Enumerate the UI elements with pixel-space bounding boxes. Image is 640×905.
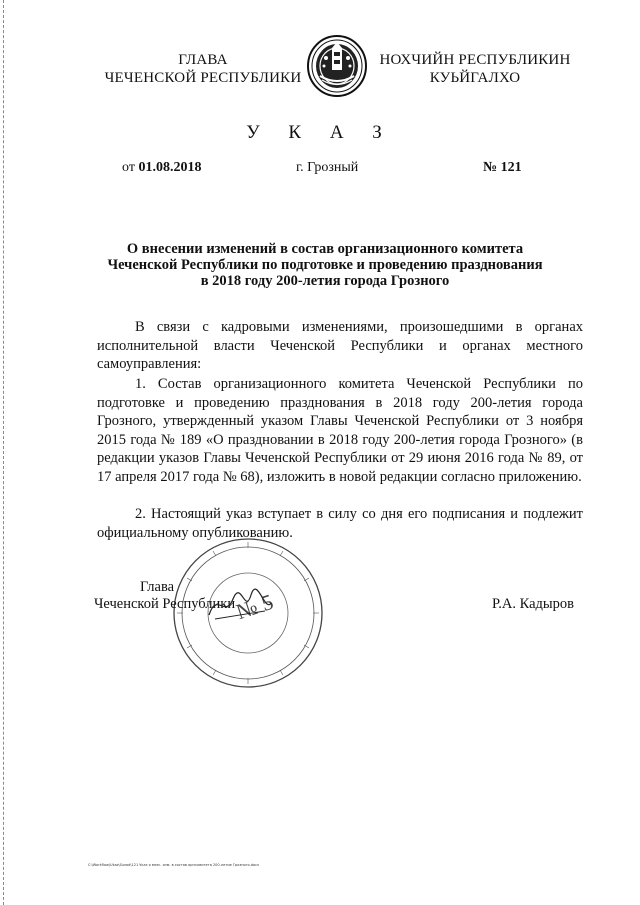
- header-right-block: [370, 51, 580, 87]
- signatory-name: Р.А. Кадыров: [492, 596, 574, 612]
- signature-position-line1: Глава: [140, 579, 175, 595]
- stamp-number: № 5: [232, 588, 277, 625]
- header-left-line2: ЧЕЧЕНСКОЙ РЕСПУБЛИКИ: [104, 70, 302, 86]
- clause-1-paragraph: 1. Состав организационного комитета Чеченской Республики по подготовке и проведению празднования в 2018 году 200-летия города Грозного, утвержденный указом Главы Чеченской Республики от 3 ноября 2015 года № 189 «О праздновании в 2018 году 200-летия города Грозного» (в редакции указов Главы Чеченской Республики от 29 июня 2016 года № 89, от 17 апреля 2017 года № 68), изложить в новой редакции согласно приложению.: [97, 376, 583, 485]
- document-title: У К А З: [246, 122, 394, 143]
- date-value: 01.08.2018: [138, 160, 202, 175]
- header-right-line2: КУЬЙГАЛХО: [429, 70, 521, 86]
- document-number: № 121: [483, 160, 522, 175]
- subject-line1: О внесении изменений в состав организационного комитета: [126, 241, 524, 257]
- date-prefix: от: [122, 160, 135, 175]
- document-subject: [100, 241, 550, 289]
- header-right-line1: НОХЧИЙН РЕСПУБЛИКИН: [379, 52, 571, 68]
- document-city: г. Грозный: [296, 160, 359, 175]
- header-left-line1: ГЛАВА: [178, 52, 228, 68]
- preamble-paragraph: В связи с кадровыми изменениями, произошедшими в органах исполнительной власти Чеченской Республики и органах местного самоуправления:: [97, 319, 583, 372]
- file-path-footer: С:\Workflow\Ukaz\Gorod\121 Указ о внес. изм. в состав оргкомитета 200-летие Грозного.docx: [88, 863, 260, 867]
- handwritten-signature-icon: [205, 585, 275, 625]
- header-left-block: [98, 51, 308, 87]
- clause-2-paragraph: 2. Настоящий указ вступает в силу со дня его подписания и подлежит официальному опубликованию.: [97, 506, 583, 541]
- subject-line2: Чеченской Республики по подготовке и проведению празднования: [107, 257, 543, 273]
- document-date: [122, 160, 201, 176]
- signature-position-line2: Чеченской Республики: [94, 596, 236, 612]
- coat-of-arms-icon: [306, 34, 368, 98]
- subject-line3: в 2018 году 200-летия города Грозного: [200, 273, 450, 289]
